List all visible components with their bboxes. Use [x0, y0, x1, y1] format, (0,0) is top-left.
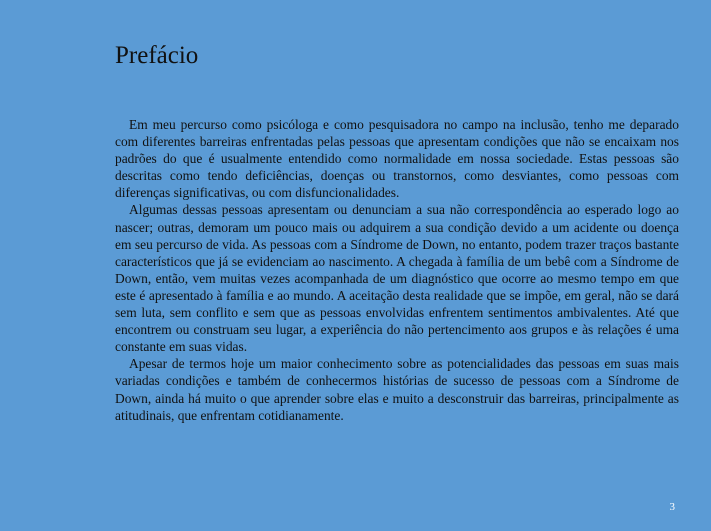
- paragraph-3: Apesar de termos hoje um maior conhecimento sobre as potencialidades das pessoas em suas mais variadas condições e também de conhecermos histórias de sucesso de pessoas com a Síndrome de Down, ainda há muito o que aprender sobre elas e muito a desconstruir das barreiras, principalmente as atitudinais, que enfrentam cotidianamente.: [115, 356, 679, 423]
- page-title: Prefácio: [115, 42, 199, 69]
- paragraph-1: Em meu percurso como psicóloga e como pesquisadora no campo na inclusão, tenho me deparado com diferentes barreiras enfrentadas pelas pessoas que apresentam condições que não se encaixam nos padrões do que é usualmente entendido como normalidade em nossa sociedade. Estas pessoas são descritas como tendo deficiências, doenças ou transtornos, como desviantes, como pessoas com diferenças significativas, ou com disfuncionalidades.: [115, 117, 679, 201]
- preface-body: [115, 116, 679, 424]
- paragraph-2: Algumas dessas pessoas apresentam ou denunciam a sua não correspondência ao esperado logo ao nascer; outras, demoram um pouco mais ou adquirem a sua condição devido a um acidente ou doença em seu percurso de vida. As pessoas com a Síndrome de Down, no entanto, podem trazer traços bastante característicos que já se evidenciam ao nascimento. A chegada à família de um bebê com a Síndrome de Down, então, vem muitas vezes acompanhada de um diagnóstico que ocorre ao mesmo tempo em que este é apresentado à família e ao mundo. A aceitação desta realidade que se impõe, em geral, não se dará sem luta, sem conflito e sem que as pessoas envolvidas enfrentem sentimentos ambivalentes. Até que encontrem ou construam seu lugar, a experiência do não pertencimento aos grupos e às relações é uma constante em suas vidas.: [115, 202, 679, 355]
- page-number: 3: [669, 501, 675, 513]
